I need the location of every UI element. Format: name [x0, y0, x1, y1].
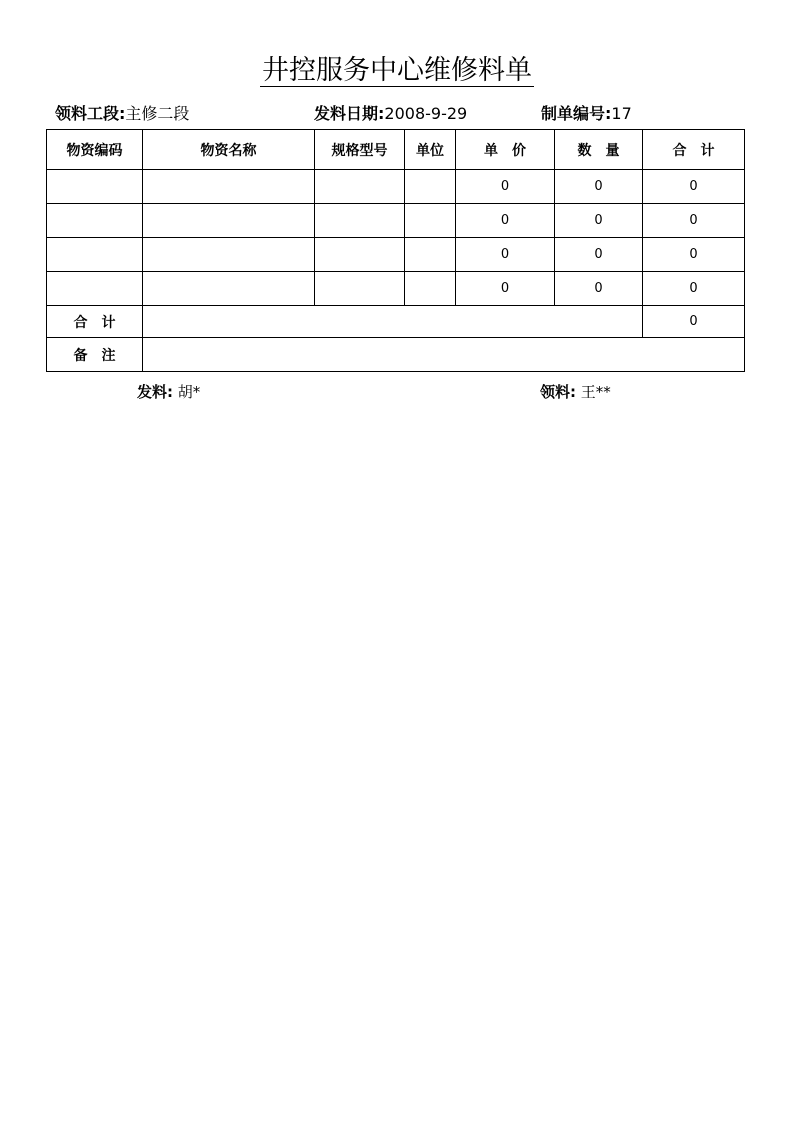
cell-qty: 0 [555, 204, 643, 238]
table-row [47, 204, 745, 238]
cell-spec [315, 272, 405, 306]
cell-unit [405, 272, 456, 306]
cell-price: 0 [456, 204, 555, 238]
cell-code [47, 238, 143, 272]
cell-name [143, 238, 315, 272]
table-header-row [47, 130, 745, 170]
date-value: 2008-9-29 [384, 104, 468, 123]
sum-spacer [143, 306, 643, 338]
cell-code [47, 170, 143, 204]
number-label: 制单编号: [541, 104, 612, 123]
header-code: 物资编码 [47, 130, 143, 170]
issuer-label: 发料: [137, 383, 173, 401]
section-field [55, 101, 189, 124]
cell-qty: 0 [555, 272, 643, 306]
cell-code [47, 204, 143, 238]
header-name: 物资名称 [143, 130, 315, 170]
number-field [541, 101, 632, 124]
note-value [143, 338, 745, 372]
receiver-value: 王** [580, 383, 611, 401]
note-row [47, 338, 745, 372]
table-row [47, 170, 745, 204]
header-total: 合 计 [643, 130, 745, 170]
cell-unit [405, 238, 456, 272]
date-label: 发料日期: [314, 104, 385, 123]
cell-spec [315, 204, 405, 238]
cell-name [143, 204, 315, 238]
header-qty: 数 量 [555, 130, 643, 170]
issuer-field [137, 381, 200, 402]
table-row [47, 238, 745, 272]
document-title-text: 井控服务中心维修料单 [262, 55, 532, 86]
table-row [47, 272, 745, 306]
cell-code [47, 272, 143, 306]
cell-total: 0 [643, 170, 745, 204]
cell-spec [315, 170, 405, 204]
cell-price: 0 [456, 170, 555, 204]
cell-qty: 0 [555, 170, 643, 204]
number-value: 17 [611, 104, 632, 123]
issuer-value: 胡* [177, 383, 201, 401]
cell-total: 0 [643, 238, 745, 272]
section-label: 领料工段: [55, 104, 126, 123]
cell-price: 0 [456, 238, 555, 272]
cell-qty: 0 [555, 238, 643, 272]
cell-name [143, 272, 315, 306]
sum-row [47, 306, 745, 338]
cell-spec [315, 238, 405, 272]
receiver-label: 领料: [540, 383, 576, 401]
sum-label: 合 计 [47, 306, 143, 338]
section-value: 主修二段 [125, 104, 190, 123]
cell-total: 0 [643, 272, 745, 306]
cell-unit [405, 170, 456, 204]
header-unit: 单位 [405, 130, 456, 170]
cell-total: 0 [643, 204, 745, 238]
note-label: 备 注 [47, 338, 143, 372]
cell-unit [405, 204, 456, 238]
cell-price: 0 [456, 272, 555, 306]
sum-value: 0 [643, 306, 745, 338]
cell-name [143, 170, 315, 204]
header-spec: 规格型号 [315, 130, 405, 170]
document-title [0, 48, 794, 87]
receiver-field [540, 381, 611, 402]
materials-table [46, 129, 745, 372]
header-price: 单 价 [456, 130, 555, 170]
date-field [314, 101, 467, 124]
